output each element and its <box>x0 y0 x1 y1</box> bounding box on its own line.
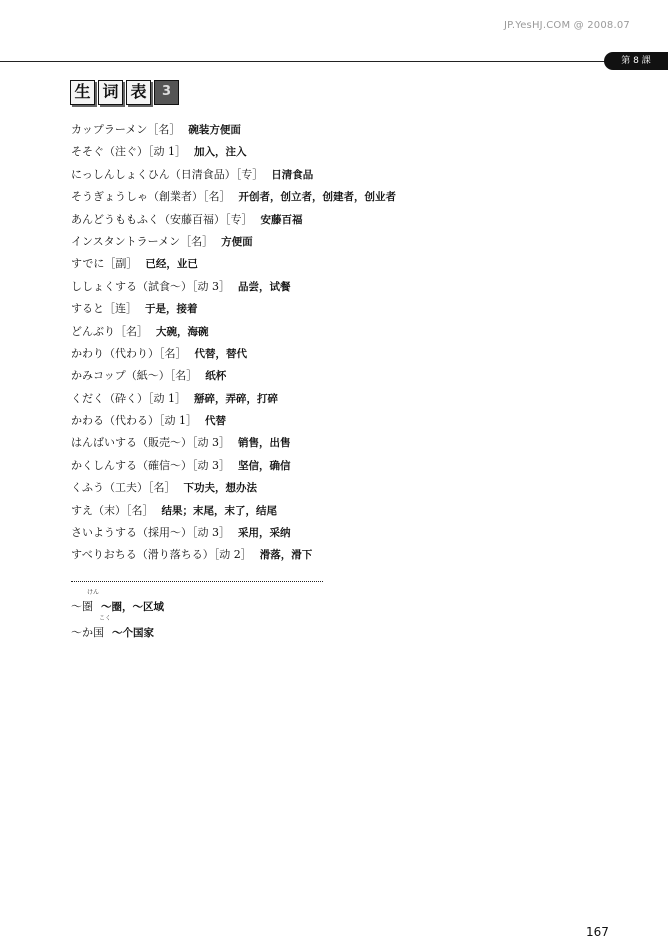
vocab-entry: そうぎょうしゃ（創業者）［名］ <box>71 190 231 204</box>
vocab-entry: カップラーメン［名］ <box>71 123 181 136</box>
vocab-meaning: 已经，业已 <box>145 258 198 271</box>
vocab-meaning: 坚信，确信 <box>238 459 291 472</box>
vocab-item <box>71 298 551 320</box>
vocab-item <box>71 276 551 298</box>
vocab-meaning: 日清食品 <box>271 168 314 181</box>
vocab-meaning: 销售，出售 <box>238 437 291 450</box>
vocab-meaning: 滑落，滑下 <box>259 549 313 562</box>
title-badge: 3 <box>154 80 179 105</box>
vocab-meaning: 安藤百福 <box>260 213 303 226</box>
vocab-entry: かわり（代わり）［名］ <box>71 346 187 360</box>
lesson-tab: 第 8 課 <box>604 52 668 70</box>
vocab-item <box>71 186 551 208</box>
vocab-entry: すえ（末）［名］ <box>71 503 154 517</box>
vocab-meaning: 采用，采纳 <box>238 527 291 540</box>
vocab-item <box>71 141 551 163</box>
vocabulary-title <box>70 80 179 105</box>
vocab-entry: あんどうももふく（安藤百福）［专］ <box>71 212 253 226</box>
suffix-list <box>71 589 164 645</box>
vocab-item <box>71 410 551 432</box>
vocab-meaning: 代替，替代 <box>194 347 247 360</box>
vocab-item <box>71 388 551 410</box>
vocab-meaning: 下功夫，想办法 <box>183 482 257 495</box>
suffix-entry: ～か国 <box>71 626 104 640</box>
suffix-meaning: ～个国家 <box>112 627 154 640</box>
vocab-item <box>71 321 551 343</box>
vocab-meaning: 大碗，海碗 <box>156 325 209 338</box>
vocab-meaning: 代替 <box>205 415 226 428</box>
title-char-1: 生 <box>70 80 95 105</box>
vocab-item <box>71 500 551 522</box>
vocab-entry: どんぶり［名］ <box>71 324 148 338</box>
vocab-entry: すると［连］ <box>71 302 137 316</box>
suffix-meaning: ～圈，～区域 <box>101 601 164 613</box>
suffix-item <box>71 615 164 644</box>
vocab-entry: ししょくする（試食～）［动 3］ <box>71 279 230 293</box>
vocab-entry: すべりおちる（滑り落ちる）［动 2］ <box>71 548 252 562</box>
vocab-entry: かくしんする（確信～）［动 3］ <box>71 458 230 472</box>
furigana: こく <box>99 615 112 623</box>
vocab-item <box>71 455 551 477</box>
vocab-entry: そそぐ（注ぐ）［动 1］ <box>71 145 186 159</box>
vocab-item <box>71 253 551 275</box>
vocab-meaning: 碗装方便面 <box>188 124 241 136</box>
furigana: けん <box>87 589 100 596</box>
vocab-item <box>71 343 551 365</box>
vocab-entry: かみコップ（紙～）［名］ <box>71 369 198 383</box>
page-number: 167 <box>586 925 609 939</box>
vocab-meaning: 掰碎，弄碎，打碎 <box>194 392 278 405</box>
vocab-item <box>71 164 551 186</box>
vocab-item <box>71 477 551 499</box>
vocab-entry: はんばいする（販売～）［动 3］ <box>71 436 230 450</box>
suffix-item <box>71 589 164 618</box>
header-rule <box>0 61 612 62</box>
vocab-entry: にっしんしょくひん（日清食品）［专］ <box>71 167 264 181</box>
vocab-entry: くふう（工夫）［名］ <box>71 481 176 495</box>
title-char-3: 表 <box>126 80 151 105</box>
title-char-2: 词 <box>98 80 123 105</box>
vocab-meaning: 结果；末尾，末了，结尾 <box>161 504 277 517</box>
vocab-item <box>71 231 551 253</box>
vocab-entry: かわる（代わる）［动 1］ <box>71 414 197 428</box>
suffix-entry: ～圏 <box>71 600 93 613</box>
vocab-item <box>71 432 551 454</box>
vocab-item <box>71 365 551 387</box>
vocab-meaning: 纸杯 <box>205 370 227 383</box>
vocab-item <box>71 544 551 566</box>
vocab-entry: インスタントラーメン［名］ <box>71 234 214 248</box>
vocab-meaning: 加入，注入 <box>194 146 247 159</box>
vocab-entry: くだく（砕く）［动 1］ <box>71 391 186 405</box>
vocab-entry: すでに［副］ <box>71 257 138 271</box>
vocab-meaning: 开创者，创立者，创建者，创业者 <box>238 191 396 204</box>
vocab-item <box>71 119 551 141</box>
vocab-meaning: 于是，接着 <box>145 303 198 316</box>
vocab-item <box>71 522 551 544</box>
vocab-entry: さいようする（採用～）［动 3］ <box>71 526 230 540</box>
watermark-text: JP.YesHJ.COM @ 2008.07 <box>504 20 630 31</box>
section-divider <box>71 581 323 582</box>
vocab-item <box>71 209 551 231</box>
vocabulary-list <box>71 119 551 567</box>
vocab-meaning: 品尝，试餐 <box>238 280 291 293</box>
vocab-meaning: 方便面 <box>221 235 253 248</box>
